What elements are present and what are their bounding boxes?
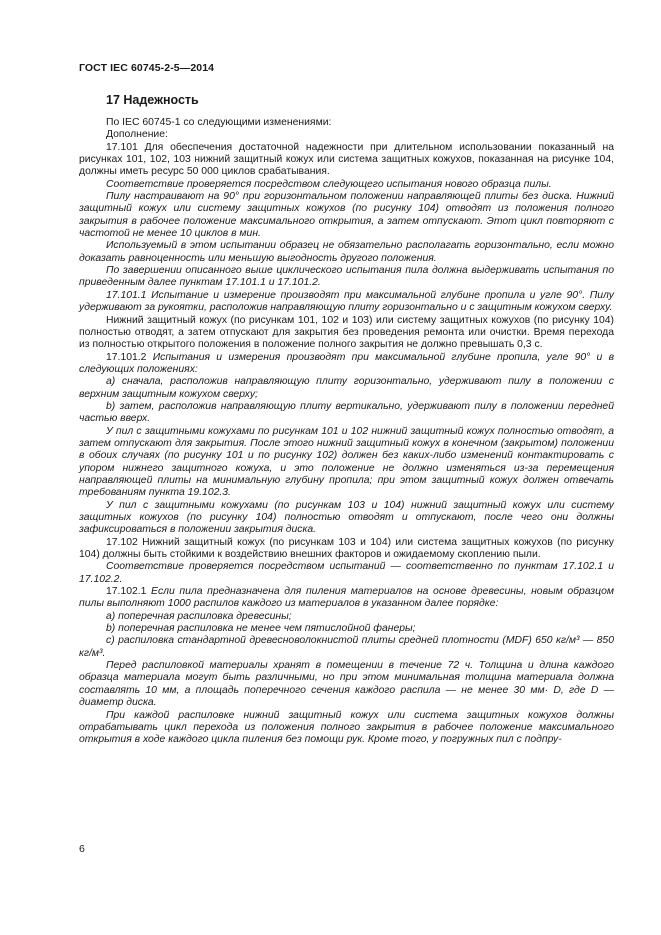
paragraph-italic-text: Если пила предназначена для пиления материалов на основе древесины, новым образцом пилы выполняют 1000 распилов каждого из материалов в указанном далее порядке:	[79, 586, 614, 610]
list-item: b) поперечная распиловка не менее чем пятислойной фанеры;	[106, 623, 416, 635]
paragraph: Соответствие проверяется посредством следующего испытания нового образца пилы.	[106, 178, 552, 190]
document-header: ГОСТ IEC 60745-2-5—2014	[79, 62, 215, 74]
paragraph	[79, 376, 614, 401]
paragraph: b) затем, расположив направляющую плиту вертикально, удерживают пилу в положении передней частью вверх.	[79, 400, 614, 425]
list-item: с) распиловка стандартной древесноволокнистой плиты средней плотности (MDF) 650 кг/м³ — 850 кг/м³.	[79, 635, 614, 659]
list-item: а) поперечная распиловка древесины;	[106, 610, 292, 622]
paragraph: У пил с защитными кожухами (по рисункам 103 и 104) нижний защитный кожух или систему защитных кожухов (по рисунку 104) полностью отводят и отпускают, после чего они должны зафиксироваться в положении закрытия диска.	[79, 499, 614, 536]
list-marker: а) сначала,	[106, 376, 171, 388]
paragraph: 17.101.1 Испытание и измерение производят при максимальной глубине пропила и угле 90°. Пилу удерживают за рукоятки, расположив направляющую плиту горизонтально и с защитным кожухом сверху.	[79, 289, 614, 314]
body-text	[79, 117, 614, 747]
paragraph: Дополнение:	[106, 129, 168, 141]
clause-number: 17.102.1	[106, 586, 152, 598]
paragraph: Перед распиловкой материалы хранят в помещении в течение 72 ч. Толщина и длина каждого образца материала могут быть различными, но при этом минимальная толщина материала должна составлять 10 мм, а площадь поперечного сечения каждого распила — не менее 30 мм· D, где D — диаметр диска.	[79, 660, 614, 709]
paragraph: Пилу настраивают на 90° при горизонтальном положении направляющей плиты без диска. Нижний защитный кожух или систему защитных кожухов (по рисунку 104) отводят из положения полного закрытия в рабочее положение максимального открытия, а затем отпускают. Этот цикл повторяют с частотой не менее 10 циклов в мин.	[79, 191, 614, 240]
clause-number: 17.101.2	[106, 351, 153, 363]
paragraph: При каждой распиловке нижний защитный кожух или система защитных кожухов должны отрабатывать цикл перехода из положения полного закрытия в рабочее положение максимального открытия в ходе каждого цикла пиления без помощи рук. Кроме того, у погружных пил с подпру-	[79, 709, 614, 746]
paragraph: 17.101 Для обеспечения достаточной надежности при длительном использовании показанный на рисунках 101, 102, 103 нижний защитный кожух или система защитных кожухов, показанная на рисунке 104, должны иметь ресурс 50 000 циклов срабатывания.	[79, 141, 614, 178]
paragraph	[79, 352, 614, 377]
paragraph: По завершении описанного выше циклического испытания пила должна выдерживать испытания по приведенным далее пунктам 17.101.1 и 17.101.2.	[79, 265, 614, 289]
paragraph: По IEC 60745-1 со следующими изменениями:	[106, 117, 332, 128]
section-title: 17 Надежность	[106, 93, 199, 107]
paragraph: Соответствие проверяется посредством испытаний — соответственно по пунктам 17.102.1 и 17.102.2.	[79, 561, 614, 585]
paragraph: У пил с защитными кожухами по рисункам 101 и 102 нижний защитный кожух полностью отводят, а затем отпускают для закрытия. После этого нижний защитный кожух в конечном (закрытом) положении в обоих случаях (по рисунку 101 и по рисунку 102) должен без каких-либо изменений контактировать с упором нижнего защитного кожуха, и это положение не должно изменяться из-за перемещения направляющей плиты на минимальную глубину пропила; при этом защитный кожух должен отвечать требованиям пункта 19.102.3.	[79, 425, 614, 499]
paragraph-italic-text: расположив направляющую плиту горизонтально, удерживают пилу в положении с верхним защитным кожухом сверху;	[79, 376, 615, 400]
paragraph: 17.102 Нижний защитный кожух (по рисункам 103 и 104) или система защитных кожухов (по рисунку 104) должны быть стойкими к воздействию внешних факторов и ожидаемому скоплению пыли.	[79, 536, 614, 561]
page-number: 6	[79, 843, 85, 855]
paragraph	[79, 586, 614, 611]
paragraph: Нижний защитный кожух (по рисункам 101, 102 и 103) или систему защитных кожухов (по рисунку 104) полностью отводят, а затем отпускают для закрытия без проведения ремонта или очистки. Время перехода из полностью открытого положения в положение полного закрытия не должно превышать 0,3 с.	[79, 314, 614, 351]
paragraph-italic-text: Испытания и измерения производят при максимальной глубине пропила, угле 90° и в следующих положениях:	[79, 351, 614, 375]
paragraph: Используемый в этом испытании образец не обязательно располагать горизонтально, если можно доказать равноценность или меньшую выгодность другого положения.	[79, 240, 614, 264]
